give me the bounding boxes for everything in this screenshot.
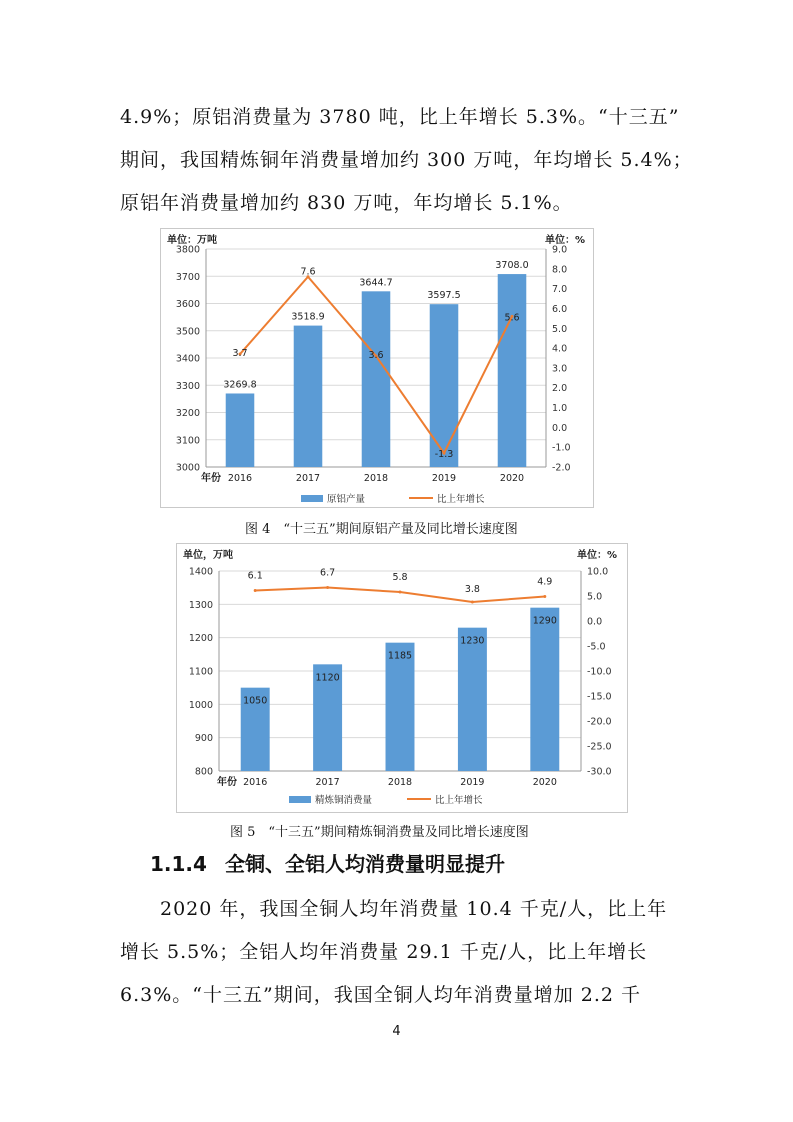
right-tick-label: -20.0	[587, 716, 612, 728]
x-tick-label: 2020	[532, 777, 557, 788]
legend-bar-swatch	[289, 796, 311, 803]
left-tick-label: 3700	[175, 271, 200, 283]
x-tick-label: 2016	[227, 473, 253, 484]
x-tick-label: 2017	[315, 777, 340, 788]
paragraph-bottom	[120, 888, 680, 1017]
legend-bar-swatch	[301, 495, 323, 502]
right-tick-label: 5.0	[587, 591, 603, 603]
right-tick-label: 8.0	[552, 264, 568, 276]
bar-value-label: 1185	[387, 650, 413, 662]
right-unit-label: 单位：%	[577, 550, 618, 561]
x-tick-label: 2016	[243, 777, 268, 788]
x-unit-label: 年份	[217, 777, 237, 788]
left-tick-label: 3300	[175, 380, 200, 392]
paragraph-top	[120, 96, 693, 225]
line-point	[326, 586, 329, 589]
left-tick-label: 1400	[188, 566, 213, 578]
right-tick-label: -1.0	[552, 442, 571, 454]
text-line: 2020 年，我国全铜人均年消费量 10.4 千克/人，比上年	[160, 898, 668, 920]
left-tick-label: 900	[194, 733, 213, 745]
line-value-label: 4.9	[537, 576, 553, 588]
bar-value-label: 1120	[315, 672, 340, 684]
left-tick-label: 3100	[175, 435, 200, 447]
x-tick-label: 2018	[363, 473, 389, 484]
legend-bar-label: 精炼铜消费量	[315, 795, 373, 806]
left-tick-label: 3500	[175, 326, 200, 338]
line-value-label: 7.6	[300, 266, 316, 278]
bar	[386, 643, 415, 771]
text-line: 增长 5.5%；全铝人均年消费量 29.1 千克/人，比上年增长	[120, 941, 648, 963]
legend-line-label: 比上年增长	[435, 795, 483, 806]
figure5-svg	[177, 544, 627, 812]
right-unit-label: 单位：%	[545, 235, 586, 246]
left-tick-label: 1000	[188, 699, 213, 711]
figure4-svg	[161, 229, 593, 507]
right-tick-label: 10.0	[587, 566, 609, 578]
right-tick-label: 3.0	[552, 363, 568, 375]
text-line: 6.3%。“十三五”期间，我国全铜人均年消费量增加 2.2 千	[120, 984, 641, 1006]
figure4-caption: 图 4 “十三五”期间原铝产量及同比增长速度图	[245, 522, 518, 537]
line-point	[471, 601, 474, 604]
bar-value-label: 3518.9	[291, 311, 325, 323]
figure5-caption: 图 5 “十三五”期间精炼铜消费量及同比增长速度图	[230, 825, 529, 840]
bar-value-label: 3708.0	[495, 260, 529, 272]
left-unit-label: 单位：万吨	[167, 235, 217, 246]
line-value-label: 6.7	[320, 567, 336, 579]
right-tick-label: 1.0	[552, 403, 568, 415]
bar-value-label: 3644.7	[359, 277, 393, 289]
right-tick-label: 4.0	[552, 343, 568, 355]
bar	[498, 274, 527, 467]
x-tick-label: 2019	[460, 777, 485, 788]
right-tick-label: -5.0	[587, 641, 606, 653]
page-number: 4	[392, 1024, 401, 1039]
text-line: 原铝年消费量增加约 830 万吨，年均增长 5.1%。	[120, 192, 573, 214]
bar	[430, 304, 459, 467]
right-tick-label: 2.0	[552, 383, 568, 395]
section-heading	[150, 848, 505, 877]
left-tick-label: 1100	[188, 666, 213, 678]
figure5-chart	[176, 543, 628, 813]
section-title: 全铜、全铝人均消费量明显提升	[224, 852, 505, 876]
line-point	[399, 591, 402, 594]
right-tick-label: -15.0	[587, 691, 612, 703]
bar	[530, 608, 559, 771]
line-value-label: 3.6	[368, 350, 384, 362]
line-value-label: 3.8	[464, 584, 480, 595]
right-tick-label: 9.0	[552, 244, 568, 256]
bar	[294, 326, 323, 467]
bar-value-label: 3597.5	[427, 290, 461, 302]
line-point	[254, 589, 257, 592]
right-tick-label: 0.0	[587, 616, 603, 628]
x-unit-label: 年份	[201, 473, 221, 484]
text-line: 期间，我国精炼铜年消费量增加约 300 万吨，年均增长 5.4%；	[120, 149, 693, 171]
bar-value-label: 1230	[460, 635, 485, 647]
x-tick-label: 2020	[499, 473, 525, 484]
bar	[458, 628, 487, 771]
right-tick-label: 6.0	[552, 303, 568, 315]
left-tick-label: 3600	[175, 299, 200, 310]
right-tick-label: 7.0	[552, 284, 568, 296]
left-tick-label: 1200	[188, 633, 213, 645]
text-line: 4.9%；原铝消费量为 3780 吨，比上年增长 5.3%。“十三五”	[120, 106, 680, 128]
line-value-label: 5.8	[392, 572, 408, 583]
left-tick-label: 3200	[175, 408, 200, 419]
bar	[226, 393, 255, 467]
bar	[362, 291, 391, 467]
right-tick-label: -10.0	[587, 666, 612, 678]
bar-value-label: 1050	[243, 695, 268, 707]
left-tick-label: 800	[194, 766, 213, 778]
x-tick-label: 2018	[387, 777, 413, 788]
left-tick-label: 3800	[175, 244, 200, 256]
bar-value-label: 3269.8	[223, 379, 257, 391]
x-tick-label: 2019	[431, 473, 457, 484]
line-point	[543, 595, 546, 598]
line-value-label: 5.6	[504, 312, 520, 324]
figure4-chart	[160, 228, 594, 508]
right-tick-label: -30.0	[587, 766, 612, 778]
legend-bar-label: 原铝产量	[327, 494, 366, 505]
section-number: 1.1.4	[150, 852, 207, 876]
left-tick-label: 3000	[175, 462, 200, 474]
growth-line	[255, 588, 545, 603]
right-tick-label: -2.0	[552, 462, 571, 474]
left-tick-label: 1300	[188, 599, 213, 611]
line-value-label: 3.7	[232, 348, 248, 360]
legend-line-label: 比上年增长	[437, 494, 485, 505]
right-tick-label: 5.0	[552, 323, 568, 335]
right-tick-label: -25.0	[587, 741, 612, 753]
x-tick-label: 2017	[295, 473, 321, 484]
right-tick-label: 0.0	[552, 422, 568, 434]
line-value-label: 6.1	[247, 570, 263, 582]
left-tick-label: 3400	[175, 353, 200, 365]
left-unit-label: 单位，万吨	[183, 550, 233, 561]
line-value-label: -1.3	[434, 449, 454, 461]
bar-value-label: 1290	[532, 615, 557, 627]
